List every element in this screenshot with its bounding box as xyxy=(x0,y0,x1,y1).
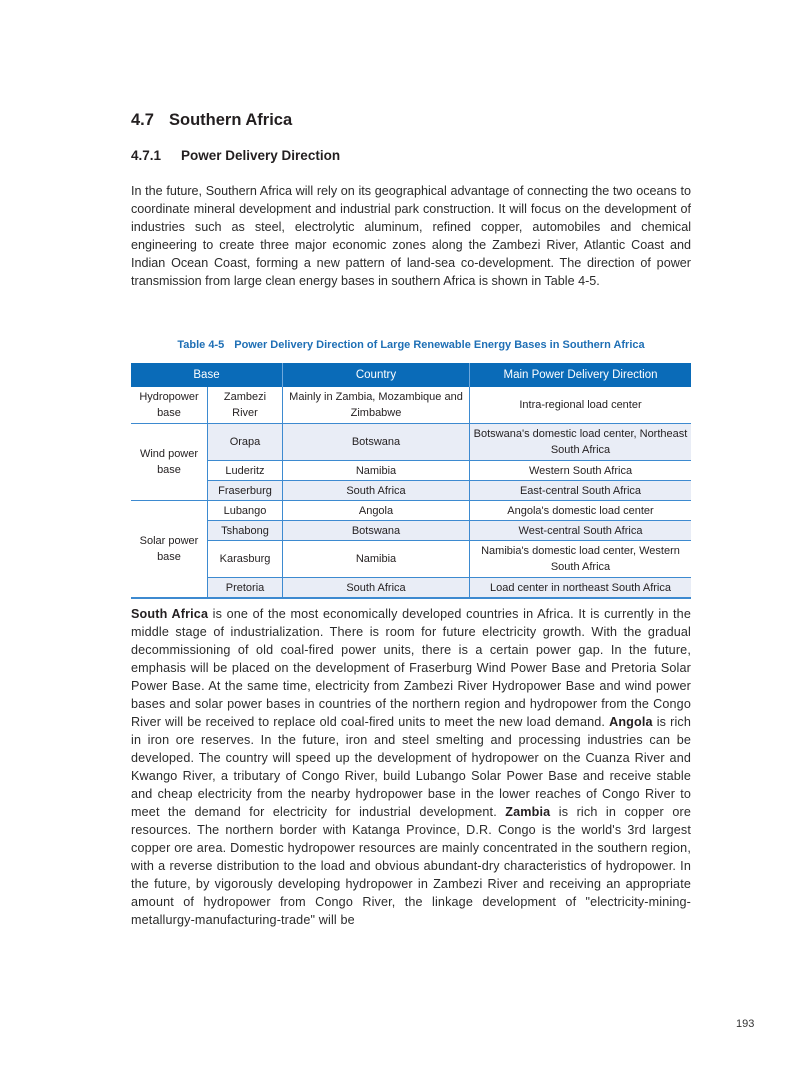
country-name-south-africa: South Africa xyxy=(131,607,209,621)
base-cell: Fraserburg xyxy=(208,481,283,501)
direction-cell: Load center in northeast South Africa xyxy=(470,578,692,599)
subsection-title: Power Delivery Direction xyxy=(181,148,341,163)
header-country: Country xyxy=(283,363,470,387)
table-row xyxy=(131,387,691,424)
base-cell: Tshabong xyxy=(208,521,283,541)
table-title: Power Delivery Direction of Large Renewable Energy Bases in Southern Africa xyxy=(234,339,645,351)
intro-paragraph: In the future, Southern Africa will rely on its geographical advantage of connecting the two oceans to coordinate mineral development and industrial park construction. It will focus on the development of industries such as steel, electrolytic aluminum, refined copper, automobiles and chemical engineering to create three major economic zones along the Zambezi River, Atlantic Coast and Indian Ocean Coast, forming a new pattern of land-sea co-development. The direction of power transmission from large clean energy bases in southern Africa is shown in Table 4-5. xyxy=(131,184,691,288)
country-cell: Botswana xyxy=(283,424,470,461)
table-row xyxy=(131,541,691,578)
header-direction: Main Power Delivery Direction xyxy=(470,363,692,387)
country-cell: Namibia xyxy=(283,461,470,481)
country-cell: Angola xyxy=(283,501,470,521)
group-label-solar: Solar power base xyxy=(131,501,208,599)
country-name-zambia: Zambia xyxy=(505,805,551,819)
table-row xyxy=(131,578,691,599)
south-africa-text: is one of the most economically developed countries in Africa. It is currently in the middle stage of industrialization. There is room for future electricity growth. With the gradual decommissioning of old coal-fired power units, there is a certain power gap. In the future, emphasis will be placed on the development of Fraserburg Wind Power Base and Pretoria Solar Power Base. At the same time, electricity from Zambezi River Hydropower Base and wind power bases and solar power bases in countries of the northern region and hydropower from the Congo River will be received to replace old coal-fired units to meet the new load demand. xyxy=(131,607,691,729)
country-cell: South Africa xyxy=(283,578,470,599)
table-row xyxy=(131,501,691,521)
table-row xyxy=(131,424,691,461)
base-cell: Lubango xyxy=(208,501,283,521)
direction-cell: Botswana's domestic load center, Northeast South Africa xyxy=(470,424,692,461)
table-number: Table 4-5 xyxy=(177,339,225,351)
group-label-wind: Wind power base xyxy=(131,424,208,501)
table-row xyxy=(131,521,691,541)
base-cell: Karasburg xyxy=(208,541,283,578)
base-cell: Orapa xyxy=(208,424,283,461)
base-cell: Luderitz xyxy=(208,461,283,481)
base-cell: Pretoria xyxy=(208,578,283,599)
country-cell: Mainly in Zambia, Mozambique and Zimbabwe xyxy=(283,387,470,424)
group-label-hydropower: Hydropower base xyxy=(131,387,208,424)
table-caption xyxy=(131,339,691,351)
table-header-row xyxy=(131,363,691,387)
section-title: Southern Africa xyxy=(169,111,293,129)
subsection-heading xyxy=(131,148,340,163)
country-cell: South Africa xyxy=(283,481,470,501)
country-cell: Botswana xyxy=(283,521,470,541)
page-number: 193 xyxy=(736,1018,755,1030)
direction-cell: West-central South Africa xyxy=(470,521,692,541)
country-name-angola: Angola xyxy=(609,715,653,729)
direction-cell: Intra-regional load center xyxy=(470,387,692,424)
body-paragraph xyxy=(131,605,691,929)
country-cell: Namibia xyxy=(283,541,470,578)
section-number: 4.7 xyxy=(131,111,154,129)
base-cell: Zambezi River xyxy=(208,387,283,424)
table-row xyxy=(131,481,691,501)
power-delivery-table xyxy=(131,363,691,599)
section-heading xyxy=(131,111,292,130)
direction-cell: East-central South Africa xyxy=(470,481,692,501)
subsection-number: 4.7.1 xyxy=(131,148,162,163)
table-row xyxy=(131,461,691,481)
header-base: Base xyxy=(131,363,283,387)
direction-cell: Western South Africa xyxy=(470,461,692,481)
direction-cell: Angola's domestic load center xyxy=(470,501,692,521)
angola-text: is rich in iron ore reserves. In the future, iron and steel smelting and processing industries can be developed. The country will speed up the development of hydropower on the Cuanza River and Kwango River, a tributary of Congo River, build Lubango Solar Power Base and receive stable and cheap electricity from the nearby hydropower base in the lower reaches of Congo River to meet the demand for electricity for industrial development. xyxy=(131,715,691,819)
direction-cell: Namibia's domestic load center, Western South Africa xyxy=(470,541,692,578)
zambia-text: is rich in copper ore resources. The northern border with Katanga Province, D.R. Congo is the world's 3rd largest copper ore area. Domestic hydropower resources are mainly concentrated in the southern region, with a reverse distribution to the load and obvious abundant-dry characteristics of hydropower. In the future, by vigorously developing hydropower in Zambezi River and receiving an appropriate amount of hydropower from Congo River, the linkage development of "electricity-mining-metallurgy-manufacturing-trade" will be xyxy=(131,805,691,927)
